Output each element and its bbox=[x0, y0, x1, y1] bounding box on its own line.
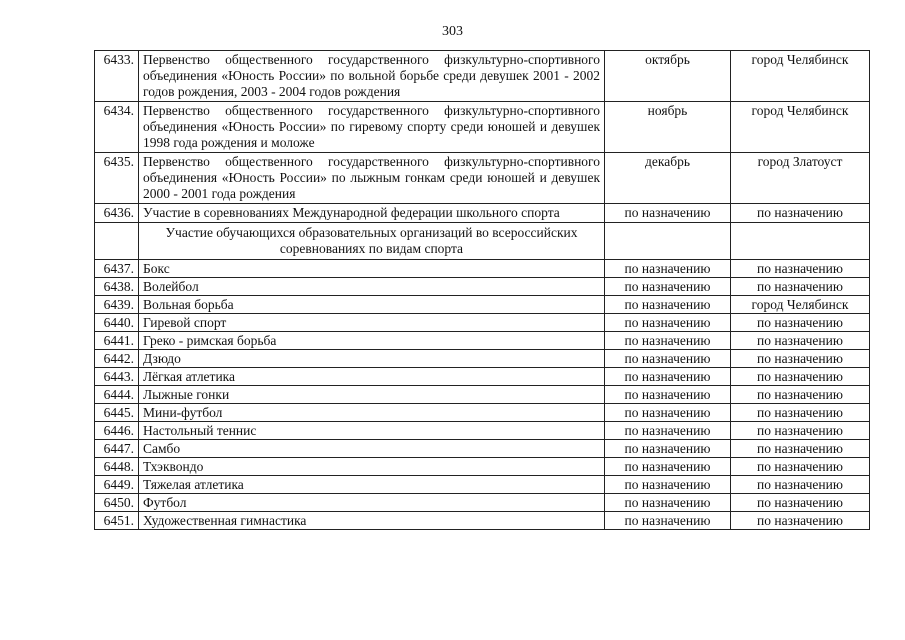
event-date bbox=[605, 223, 731, 260]
event-date: по назначению bbox=[605, 422, 731, 440]
table-row bbox=[95, 153, 870, 204]
event-place: город Челябинск bbox=[731, 296, 870, 314]
row-number: 6440. bbox=[95, 314, 139, 332]
event-date: по назначению bbox=[605, 494, 731, 512]
row-number: 6437. bbox=[95, 260, 139, 278]
row-number bbox=[95, 223, 139, 260]
event-place: по назначению bbox=[731, 476, 870, 494]
event-date: по назначению bbox=[605, 368, 731, 386]
event-name: Вольная борьба bbox=[139, 296, 605, 314]
row-number: 6444. bbox=[95, 386, 139, 404]
event-date: по назначению bbox=[605, 440, 731, 458]
event-name: Первенство общественного государственного физкультурно-спортивного объединения «Юность России» по вольной борьбе среди девушек 2001 - 2002 годов рождения, 2003 - 2004 годов рождения bbox=[139, 51, 605, 102]
event-place: по назначению bbox=[731, 386, 870, 404]
row-number: 6442. bbox=[95, 350, 139, 368]
event-place: по назначению bbox=[731, 494, 870, 512]
event-name: Лыжные гонки bbox=[139, 386, 605, 404]
section-heading-row bbox=[95, 223, 870, 260]
event-place: по назначению bbox=[731, 440, 870, 458]
event-place: по назначению bbox=[731, 314, 870, 332]
event-date: ноябрь bbox=[605, 102, 731, 153]
event-name: Тяжелая атлетика bbox=[139, 476, 605, 494]
event-date: по назначению bbox=[605, 296, 731, 314]
event-place: по назначению bbox=[731, 260, 870, 278]
row-number: 6447. bbox=[95, 440, 139, 458]
event-date: октябрь bbox=[605, 51, 731, 102]
table-row bbox=[95, 204, 870, 223]
event-date: по назначению bbox=[605, 512, 731, 530]
event-date: по назначению bbox=[605, 278, 731, 296]
sport-rows bbox=[95, 260, 870, 530]
event-place bbox=[731, 223, 870, 260]
event-name: Мини-футбол bbox=[139, 404, 605, 422]
event-place: по назначению bbox=[731, 422, 870, 440]
event-date: по назначению bbox=[605, 314, 731, 332]
event-name: Гиревой спорт bbox=[139, 314, 605, 332]
table-row bbox=[95, 404, 870, 422]
row-number: 6446. bbox=[95, 422, 139, 440]
event-name: Лёгкая атлетика bbox=[139, 368, 605, 386]
section-heading: Участие обучающихся образовательных организаций во всероссийских соревнованиях по видам спорта bbox=[139, 223, 605, 260]
event-date: по назначению bbox=[605, 476, 731, 494]
event-date: по назначению bbox=[605, 458, 731, 476]
event-date: по назначению bbox=[605, 404, 731, 422]
event-name: Волейбол bbox=[139, 278, 605, 296]
table-row bbox=[95, 260, 870, 278]
row-number: 6445. bbox=[95, 404, 139, 422]
row-number: 6438. bbox=[95, 278, 139, 296]
event-name: Греко - римская борьба bbox=[139, 332, 605, 350]
events-table bbox=[94, 50, 870, 530]
row-number: 6449. bbox=[95, 476, 139, 494]
event-place: по назначению bbox=[731, 368, 870, 386]
event-name: Участие в соревнованиях Международной федерации школьного спорта bbox=[139, 204, 605, 223]
table-row bbox=[95, 458, 870, 476]
event-date: по назначению bbox=[605, 332, 731, 350]
table-row bbox=[95, 386, 870, 404]
table-row bbox=[95, 440, 870, 458]
event-place: по назначению bbox=[731, 278, 870, 296]
event-place: город Златоуст bbox=[731, 153, 870, 204]
table-row bbox=[95, 368, 870, 386]
event-date: по назначению bbox=[605, 260, 731, 278]
event-place: по назначению bbox=[731, 204, 870, 223]
event-name: Футбол bbox=[139, 494, 605, 512]
event-date: по назначению bbox=[605, 386, 731, 404]
event-date: декабрь bbox=[605, 153, 731, 204]
row-number: 6439. bbox=[95, 296, 139, 314]
table-row bbox=[95, 278, 870, 296]
row-number: 6448. bbox=[95, 458, 139, 476]
event-place: город Челябинск bbox=[731, 51, 870, 102]
row-number: 6433. bbox=[95, 51, 139, 102]
row-number: 6434. bbox=[95, 102, 139, 153]
event-place: по назначению bbox=[731, 404, 870, 422]
row-number: 6441. bbox=[95, 332, 139, 350]
table-row bbox=[95, 512, 870, 530]
event-name: Тхэквондо bbox=[139, 458, 605, 476]
event-place: по назначению bbox=[731, 458, 870, 476]
row-number: 6436. bbox=[95, 204, 139, 223]
event-name: Художественная гимнастика bbox=[139, 512, 605, 530]
event-name: Настольный теннис bbox=[139, 422, 605, 440]
row-number: 6451. bbox=[95, 512, 139, 530]
event-date: по назначению bbox=[605, 204, 731, 223]
event-name: Первенство общественного государственного физкультурно-спортивного объединения «Юность России» по лыжным гонкам среди юношей и девушек 2000 - 2001 года рождения bbox=[139, 153, 605, 204]
table-row bbox=[95, 296, 870, 314]
row-number: 6450. bbox=[95, 494, 139, 512]
event-name: Дзюдо bbox=[139, 350, 605, 368]
table-row bbox=[95, 314, 870, 332]
event-date: по назначению bbox=[605, 350, 731, 368]
page-number: 303 bbox=[442, 24, 463, 39]
event-name: Первенство общественного государственного физкультурно-спортивного объединения «Юность России» по гиревому спорту среди юношей и девушек 1998 года рождения и моложе bbox=[139, 102, 605, 153]
table-row bbox=[95, 476, 870, 494]
event-name: Бокс bbox=[139, 260, 605, 278]
row-number: 6443. bbox=[95, 368, 139, 386]
row-number: 6435. bbox=[95, 153, 139, 204]
table-row bbox=[95, 51, 870, 102]
table-row bbox=[95, 102, 870, 153]
event-place: по назначению bbox=[731, 350, 870, 368]
table-row bbox=[95, 494, 870, 512]
event-place: по назначению bbox=[731, 512, 870, 530]
event-name: Самбо bbox=[139, 440, 605, 458]
event-place: по назначению bbox=[731, 332, 870, 350]
event-place: город Челябинск bbox=[731, 102, 870, 153]
table-row bbox=[95, 422, 870, 440]
table-row bbox=[95, 350, 870, 368]
table-row bbox=[95, 332, 870, 350]
